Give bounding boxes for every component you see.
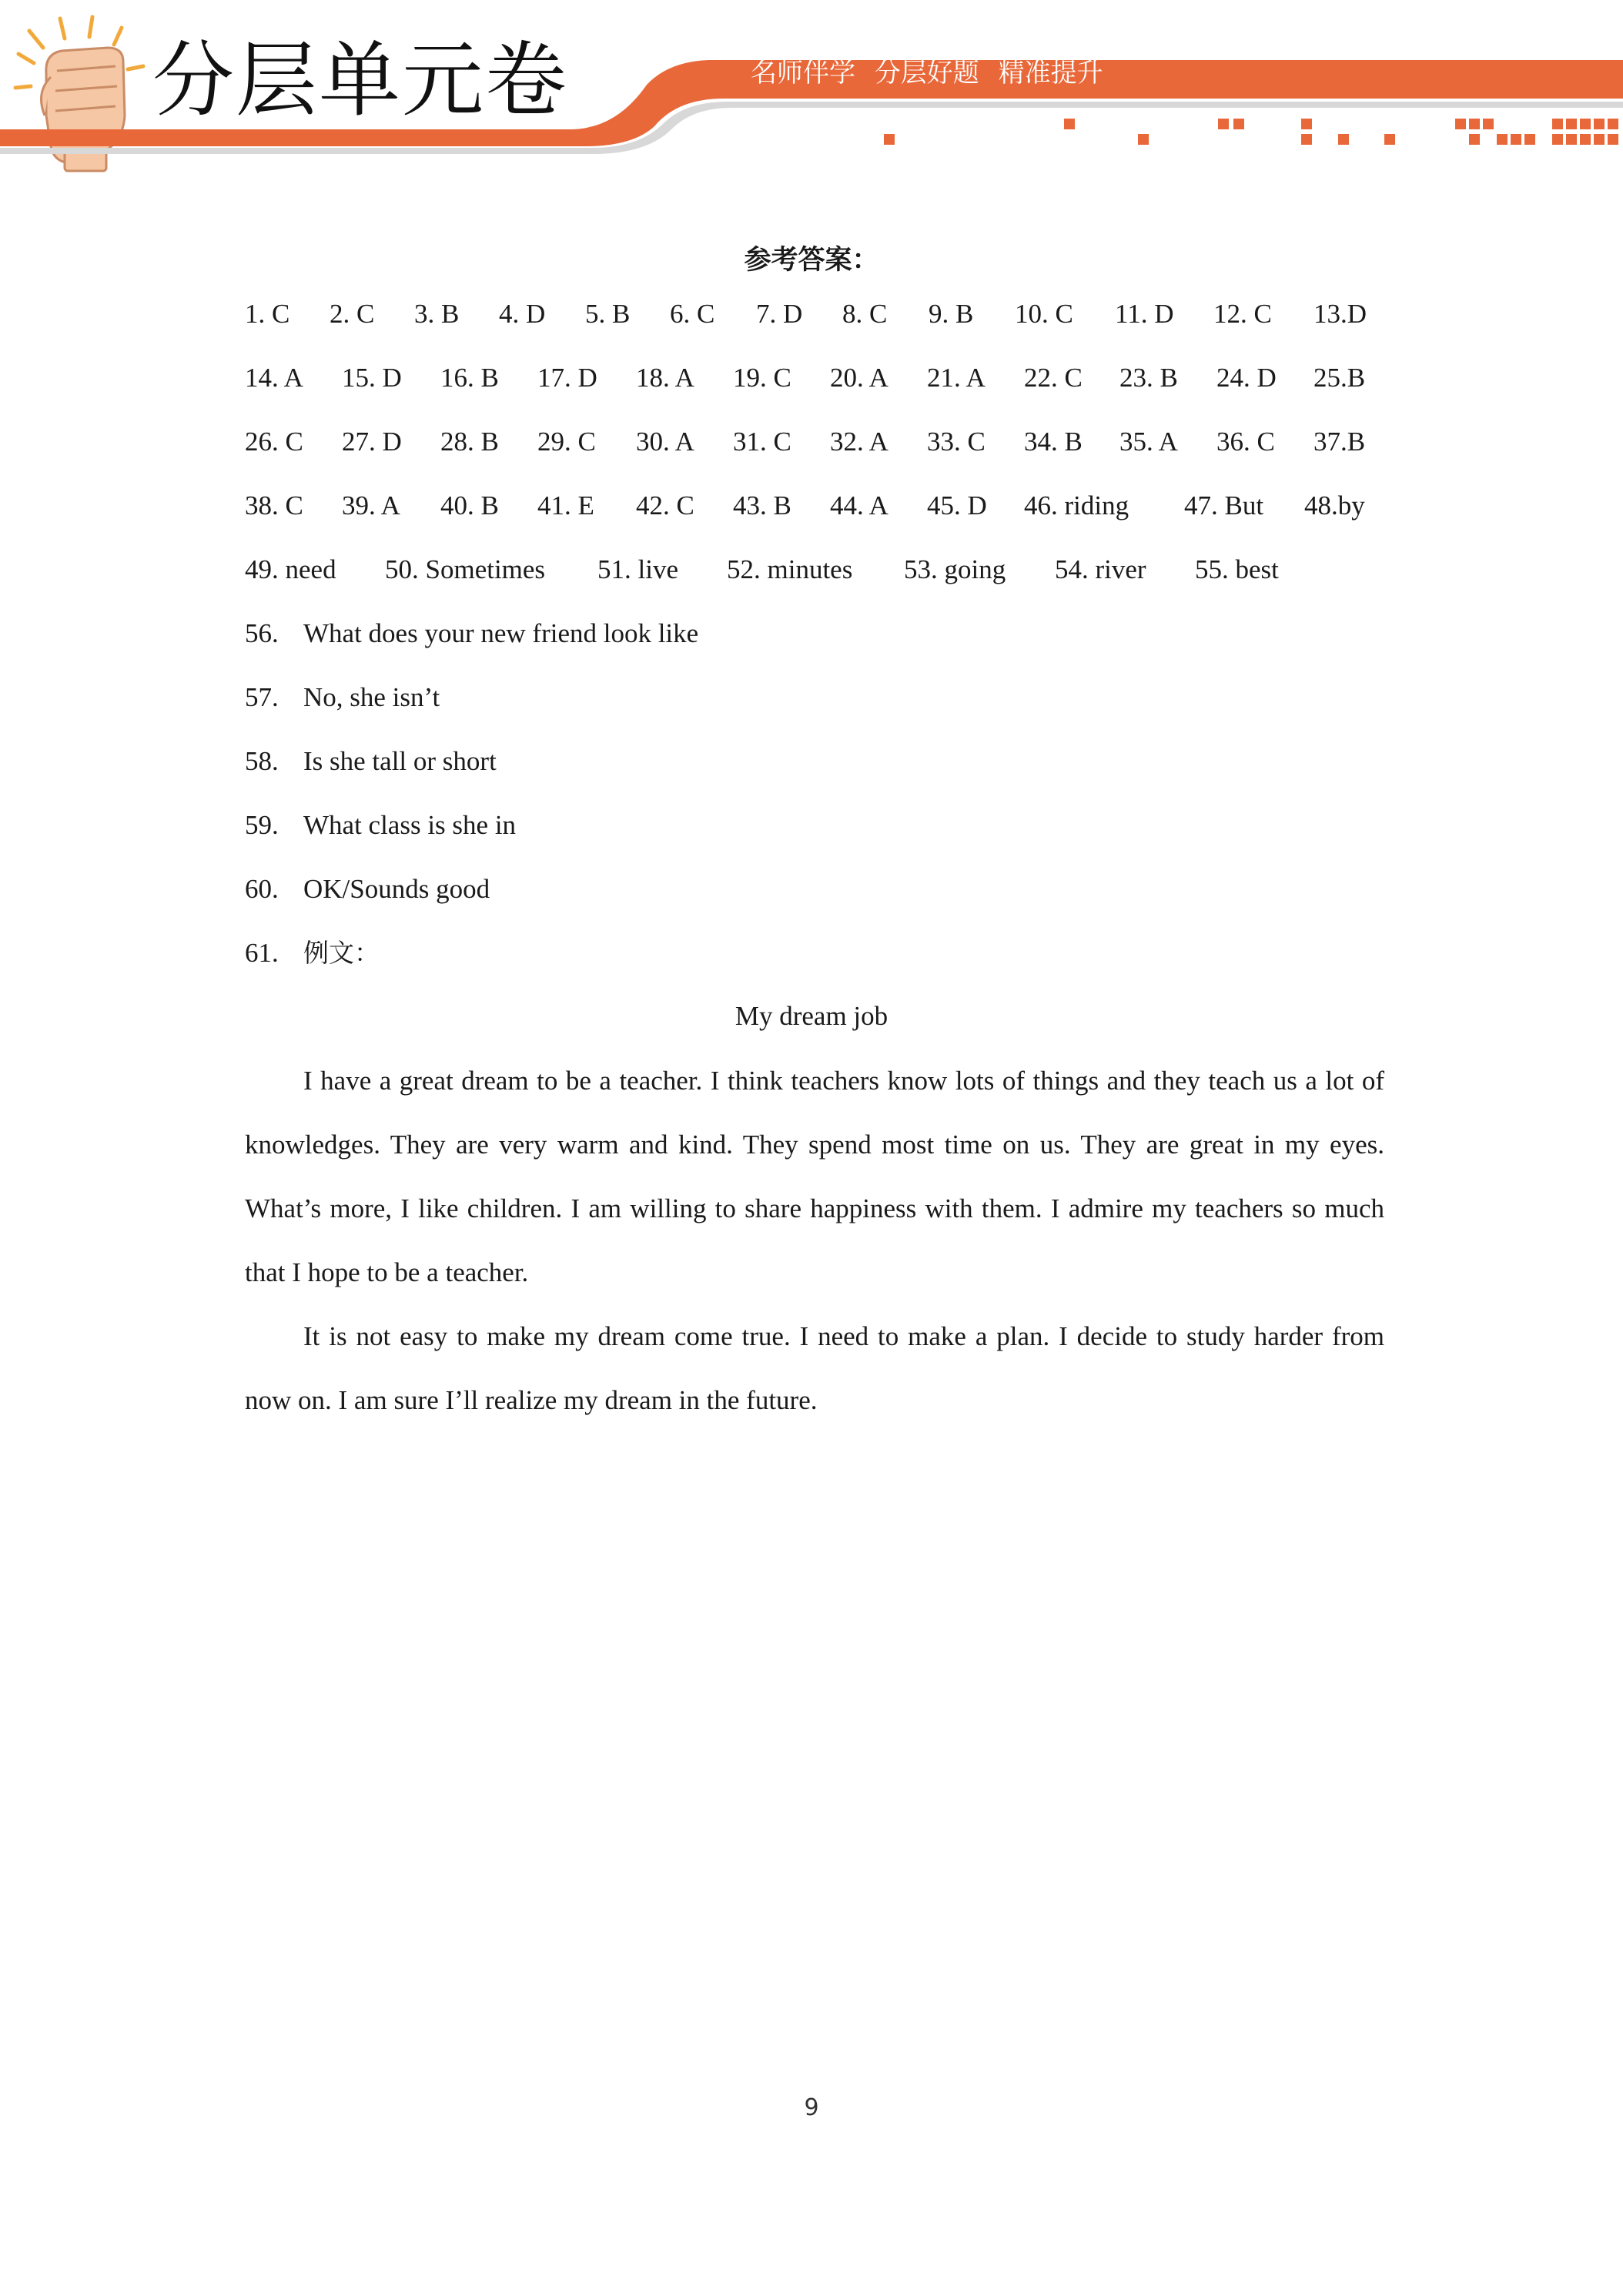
mc-answer: 16. B: [440, 363, 499, 393]
mc-answer: 36. C: [1216, 427, 1275, 457]
essay-paragraph: It is not easy to make my dream come true. I need to make a plan. I decide to study harder from now on. I am sure I’ll realize my dream in the future.: [245, 1321, 1384, 1415]
mc-answer: 13.D: [1313, 299, 1367, 329]
mc-answer: 25.B: [1313, 363, 1366, 393]
mc-answer: 34. B: [1024, 427, 1083, 457]
header-banner: [0, 0, 1623, 177]
mc-answer: 38. C: [245, 490, 303, 520]
answer-line: [245, 742, 497, 781]
answer-text: OK/Sounds good: [303, 874, 490, 904]
mc-answer: 6. C: [670, 299, 715, 329]
decorative-squares: [884, 119, 1618, 145]
mc-answer: 28. B: [440, 427, 499, 457]
mc-row: [245, 551, 1380, 589]
mc-answer: 43. B: [733, 490, 791, 520]
answer-number: 58.: [245, 746, 279, 776]
mc-row: [245, 423, 1380, 461]
mc-answer: 29. C: [537, 427, 596, 457]
mc-answer: 40. B: [440, 490, 499, 520]
mc-answer: 21. A: [927, 363, 986, 393]
mc-answer: 55. best: [1195, 554, 1279, 584]
mc-row: [245, 295, 1380, 333]
mc-answer: 46. riding: [1024, 490, 1129, 520]
mc-answer: 2. C: [330, 299, 375, 329]
answer-number: 60.: [245, 874, 279, 904]
essay-title: My dream job: [735, 1001, 888, 1031]
mc-answer: 49. need: [245, 554, 336, 584]
mc-answer: 53. going: [904, 554, 1006, 584]
mc-answer: 51. live: [597, 554, 678, 584]
mc-row: [245, 487, 1380, 525]
answer-number: 61.: [245, 938, 279, 968]
mc-answer: 47. But: [1184, 490, 1264, 520]
mc-answer: 26. C: [245, 427, 303, 457]
mc-answer: 33. C: [927, 427, 986, 457]
answers-heading: 参考答案：: [744, 244, 879, 276]
page-number: 9: [804, 2094, 819, 2121]
answer-number: 56.: [245, 618, 279, 648]
mc-answer: 37.B: [1313, 427, 1366, 457]
essay-paragraph: I have a great dream to be a teacher. I think teachers know lots of things and they teach us a lot of knowledges. They are very warm and kind. They spend most time on us. They are great in my eyes. What’s more, I like children. I am willing to share happiness with them. I admire my teachers so much that I hope to be a teacher.: [245, 1066, 1384, 1287]
mc-row: [245, 359, 1380, 397]
mc-answer: 1. C: [245, 299, 290, 329]
answer-line: [245, 934, 380, 972]
mc-answer: 3. B: [414, 299, 460, 329]
mc-answer: 31. C: [733, 427, 791, 457]
answer-number: 59.: [245, 810, 279, 840]
mc-answer: 12. C: [1213, 299, 1272, 329]
mc-answer: 20. A: [830, 363, 888, 393]
mc-answer: 27. D: [342, 427, 402, 457]
answer-text: What does your new friend look like: [303, 618, 699, 648]
mc-answer: 35. A: [1119, 427, 1178, 457]
answer-line: [245, 806, 516, 845]
mc-answer: 42. C: [636, 490, 694, 520]
mc-answer: 11. D: [1115, 299, 1174, 329]
mc-answer: 19. C: [733, 363, 791, 393]
mc-answer: 18. A: [636, 363, 694, 393]
mc-answer: 30. A: [636, 427, 694, 457]
answer-number: 57.: [245, 682, 279, 712]
mc-answer: 54. river: [1055, 554, 1146, 584]
essay-body: [245, 1049, 1384, 1432]
mc-answer: 44. A: [830, 490, 888, 520]
mc-answer: 23. B: [1119, 363, 1178, 393]
answer-line: [245, 614, 698, 653]
answer-text: 例文：: [303, 938, 380, 968]
answer-line: [245, 678, 440, 717]
answer-text: What class is she in: [303, 810, 517, 840]
slogan: 名师伴学 分层好题 精准提升: [751, 58, 1103, 89]
mc-answer: 17. D: [537, 363, 597, 393]
answer-line: [245, 870, 490, 909]
mc-answer: 5. B: [585, 299, 631, 329]
mc-answer: 9. B: [929, 299, 974, 329]
mc-answer: 41. E: [537, 490, 594, 520]
mc-answer: 10. C: [1015, 299, 1073, 329]
brand-title: 分层单元卷: [152, 33, 568, 128]
mc-answer: 24. D: [1216, 363, 1277, 393]
answer-text: No, she isn’t: [303, 682, 440, 712]
mc-answer: 48.by: [1304, 490, 1365, 520]
mc-answer: 52. minutes: [727, 554, 853, 584]
mc-answer: 14. A: [245, 363, 303, 393]
mc-answer: 39. A: [342, 490, 400, 520]
mc-answer: 8. C: [842, 299, 888, 329]
mc-answer: 45. D: [927, 490, 987, 520]
mc-answer: 7. D: [756, 299, 803, 329]
mc-answer: 50. Sometimes: [385, 554, 546, 584]
mc-answer: 4. D: [499, 299, 546, 329]
answer-text: Is she tall or short: [303, 746, 497, 776]
mc-answer: 22. C: [1024, 363, 1083, 393]
mc-answer: 32. A: [830, 427, 888, 457]
mc-answer: 15. D: [342, 363, 402, 393]
